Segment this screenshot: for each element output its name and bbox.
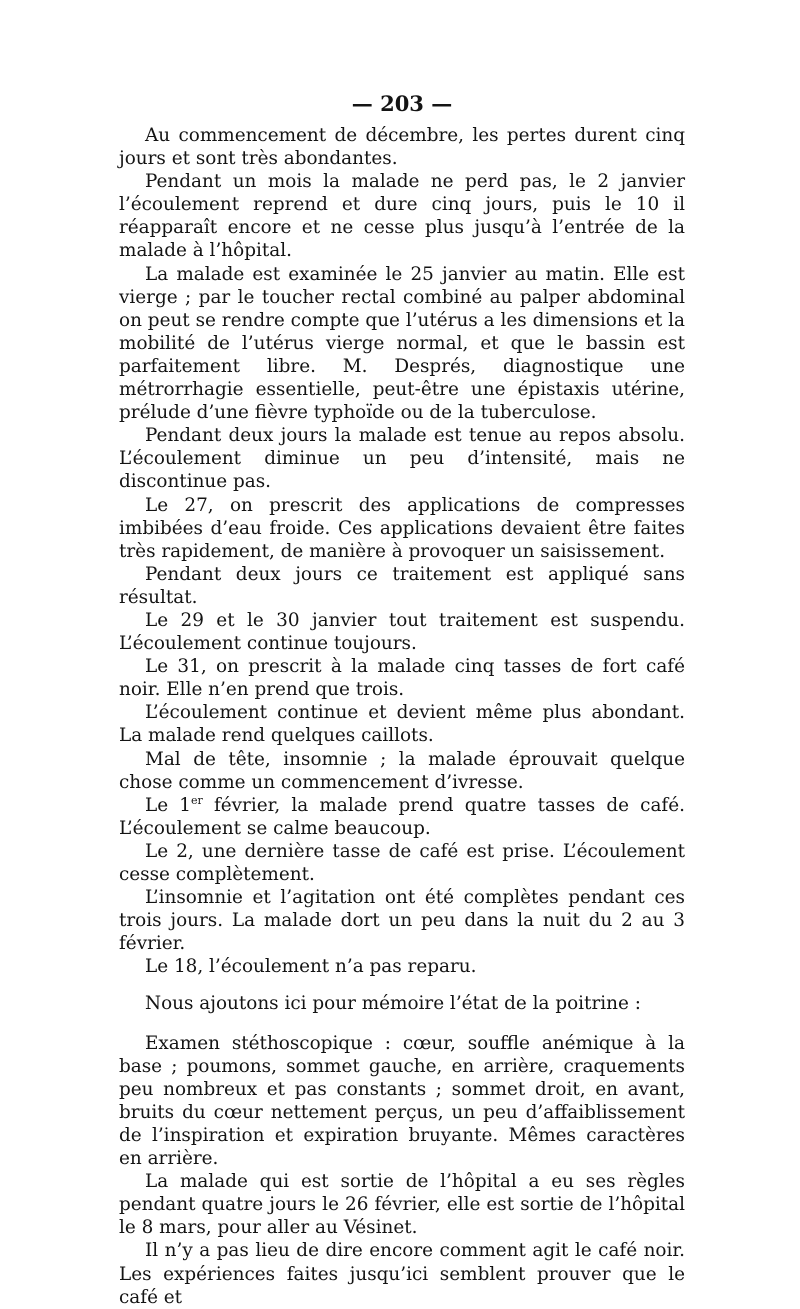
paragraph-10: Mal de tête, insomnie ; la malade éprouvait quelque chose comme un commencement d’ivresse. [119, 748, 685, 793]
paragraph-3: La malade est examinée le 25 janvier au matin. Elle est vierge ; par le toucher rectal combiné au palper abdominal on peut se rendre compte que l’utérus a les dimensions et la mobilité de l’utérus vierge normal, et que le bassin est parfaitement libre. M. Després, diagnostique une métrorrhagie essentielle, peut-être une épistaxis utérine, prélude d’une fièvre typhoïde ou de la tuberculose. [119, 263, 685, 424]
paragraph-14: Le 18, l’écoulement n’a pas reparu. [145, 956, 477, 978]
paragraph-6: Pendant deux jours ce traitement est appliqué sans résultat. [119, 563, 685, 608]
paragraph-18: Il n’y a pas lieu de dire encore comment agit le café noir. Les expériences faites jusqu’ici semblent prouver que le café et [119, 1240, 685, 1308]
date-superscript: er [190, 793, 203, 807]
paragraph-9: L’écoulement continue et devient même plus abondant. La malade rend quelques caillots. [119, 702, 685, 747]
paragraph-17: La malade qui est sortie de l’hôpital a eu ses règles pendant quatre jours le 26 février, elle est sortie de l’hôpital le 8 mars, pour aller au Vésinet. [119, 1171, 685, 1239]
section-gap [119, 1016, 685, 1032]
document-page [119, 84, 685, 1309]
paragraph-12: Le 2, une dernière tasse de café est prise. L’écoulement cesse complètement. [119, 840, 685, 885]
section-gap [119, 978, 685, 992]
paragraph-11-text: février, la malade prend quatre tasses de café. L’écoulement se calme beaucoup. [119, 794, 685, 839]
paragraph-15: Nous ajoutons ici pour mémoire l’état de la poitrine : [145, 993, 641, 1015]
paragraph-7: Le 29 et le 30 janvier tout traitement est suspendu. L’écoulement continue toujours. [119, 609, 685, 655]
paragraph-16: Examen stéthoscopique : cœur, souffle anémique à la base ; poumons, sommet gauche, en arrière, craquements peu nombreux et pas constants ; sommet droit, en avant, bruits du cœur nettement perçus, un peu d’affaiblissement de l’inspiration et expiration bruyante. Mêmes caractères en arrière. [119, 1032, 685, 1170]
paragraph-4: Pendant deux jours la malade est tenue au repos absolu. L’écoulement diminue un peu d’intensité, mais ne discontinue pas. [119, 425, 685, 493]
paragraph-8: Le 31, on prescrit à la malade cinq tasses de fort café noir. Elle n’en prend que trois. [119, 656, 685, 701]
page-number: — 203 — [351, 91, 453, 116]
paragraph-2: Pendant un mois la malade ne perd pas, le 2 janvier l’écoulement reprend et dure cinq jours, puis le 10 il réapparaît encore et ne cesse plus jusqu’à l’entrée de la malade à l’hôpital. [119, 171, 685, 262]
paragraph-13: L’insomnie et l’agitation ont été complètes pendant ces trois jours. La malade dort un peu dans la nuit du 2 au 3 février. [119, 887, 685, 955]
paragraph-11 [119, 794, 685, 840]
paragraph-5: Le 27, on prescrit des applications de compresses imbibées d’eau froide. Ces applications devaient être faites très rapidement, de manière à provoquer un saisissement. [119, 494, 685, 562]
paragraph-1: Au commencement de décembre, les pertes durent cinq jours et sont très abondantes. [119, 125, 685, 170]
date-prefix: Le 1 [145, 794, 191, 816]
